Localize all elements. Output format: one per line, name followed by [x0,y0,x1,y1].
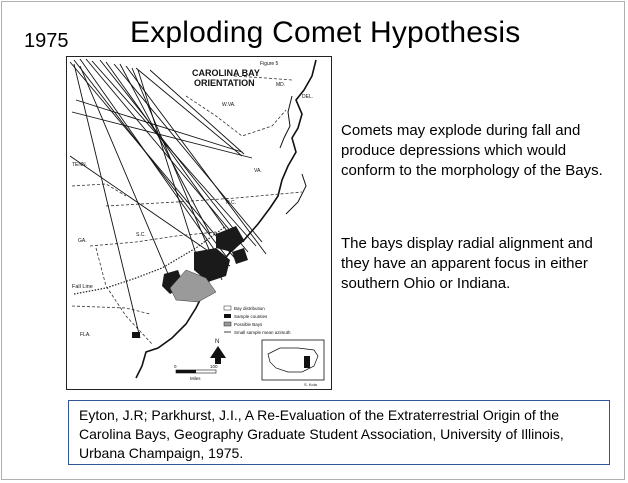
citation-box: Eyton, J.R; Parkhurst, J.I., A Re-Evaluation of the Extraterrestrial Origin of the Carolina Bays, Geography Graduate Student Association, University of Illinois, Urbana Champaign, 1975. [68,400,610,465]
state-label-ga: GA. [78,238,87,244]
map-credit: S. Kola [304,382,317,387]
year-label: 1975 [24,30,69,52]
map-title-line2: ORIENTATION [194,78,255,88]
small-sample-mark [132,332,140,338]
state-label-md: MD. [276,82,286,88]
state-label-fla: FLA. [80,332,91,338]
state-label-del: DEL. [302,94,314,100]
fall-line-label: Fall Line [72,284,93,290]
legend-swatch-bay-distribution [224,306,231,310]
paragraph-exploding-comets: Comets may explode during fall and produce depressions which would conform to the morphology of the Bays. [341,122,603,179]
legend-item-bay-distribution: Bay distribution [234,306,265,311]
carolina-bay-orientation-map [66,56,332,390]
map-title-line1: CAROLINA BAY [192,68,260,78]
scale-tick-100: 100 [210,364,218,369]
state-label-tenn: TENN. [72,162,87,168]
state-label-va: VA. [254,168,262,174]
scale-tick-0: 0 [174,364,177,369]
state-label-wva: W.VA. [222,102,236,108]
inset-us-map [262,340,324,380]
state-label-sc: S.C. [136,232,146,238]
paragraph-radial-alignment: The bays display radial alignment and they have an apparent focus in either southern Ohio or Indiana. [341,235,593,292]
map-frame [67,57,332,390]
legend-item-possible-bays: Possible Bays [234,322,263,327]
legend-item-sample-counties: Sample counties [234,314,268,319]
legend-swatch-possible-bays [224,322,231,326]
slide-title: Exploding Comet Hypothesis [130,16,521,49]
north-label: N [215,339,220,345]
figure-label: Figure 5 [260,61,279,67]
scale-label: Miles [190,376,201,381]
legend-swatch-sample-counties [224,314,231,318]
state-label-nc: N.C. [226,200,236,206]
legend-item-azimuth: Small sample mean azimuth [234,330,291,335]
